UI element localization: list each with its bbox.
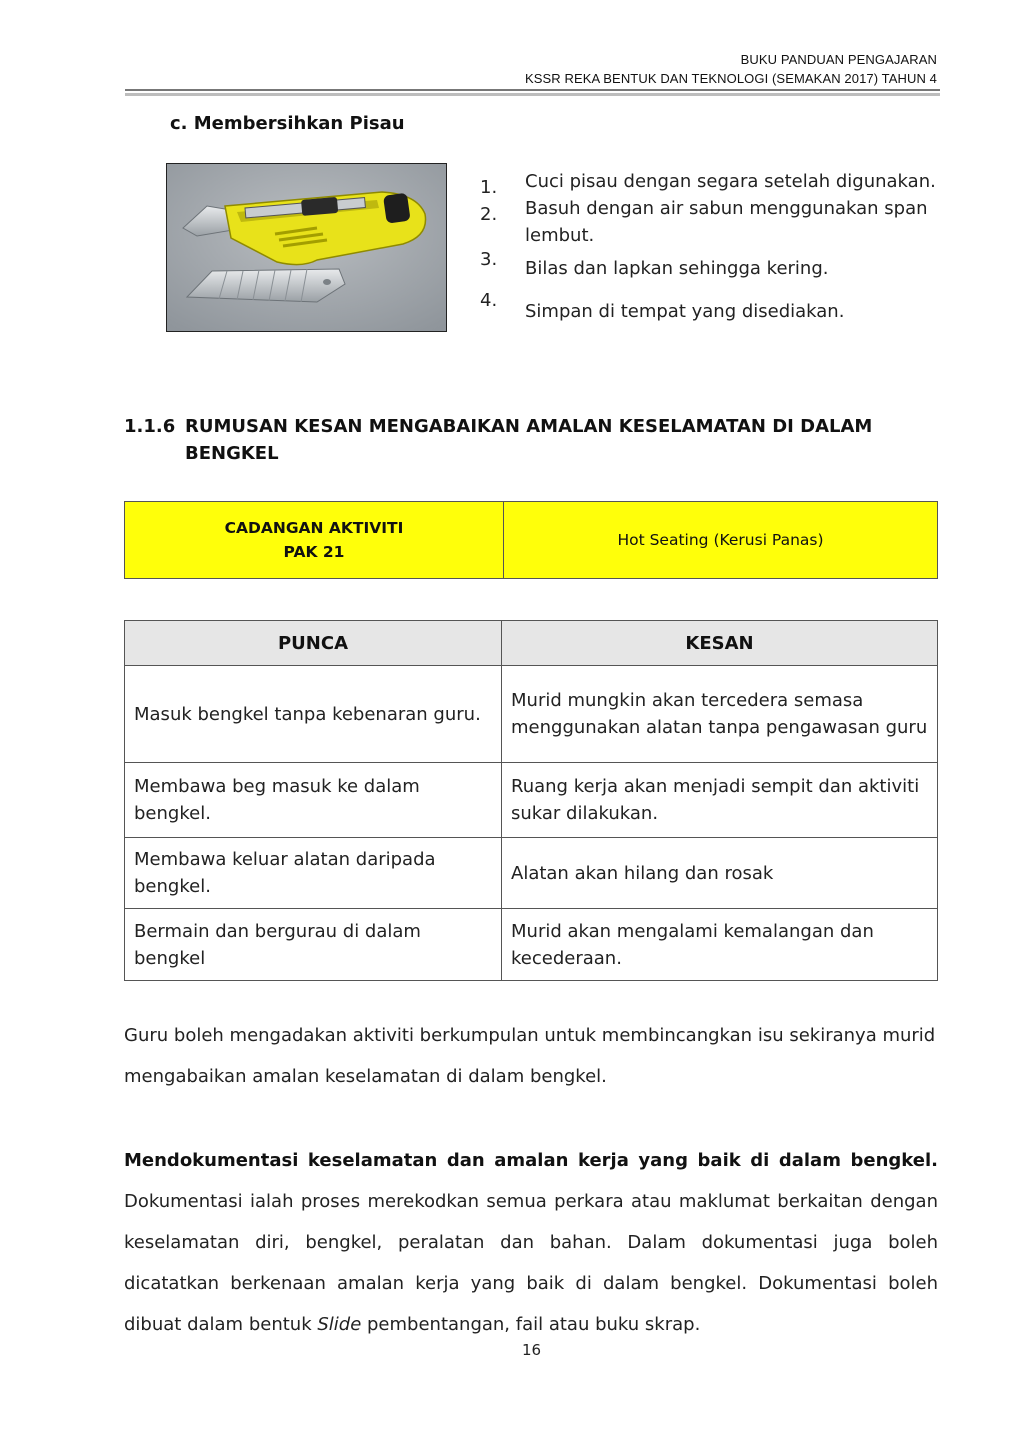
page-number: 16 bbox=[521, 1341, 542, 1359]
step-text: Basuh dengan air sabun menggunakan span lembut. bbox=[525, 198, 928, 246]
list-item bbox=[480, 290, 940, 325]
list-item bbox=[480, 249, 940, 282]
table-cell: Murid mungkin akan tercedera semasa menggunakan alatan tanpa pengawasan guru bbox=[502, 666, 938, 763]
activity-table bbox=[124, 501, 938, 579]
section-number: 1.1.6 bbox=[124, 416, 176, 437]
paragraph-body: Dokumentasi ialah proses merekodkan semua perkara atau maklumat berkaitan dengan keselamatan diri, bengkel, peralatan dan bahan. Dalam dokumentasi juga boleh dicatatkan berkenaan amalan kerja yang baik di dalam bengkel. Dokumentasi boleh dibuat dalam bentuk bbox=[124, 1191, 938, 1335]
step-number: 2. bbox=[480, 204, 498, 225]
table-cell: Murid akan mengalami kemalangan dan kecederaan. bbox=[502, 909, 938, 981]
list-item bbox=[480, 195, 940, 249]
paragraph-body-end: pembentangan, fail atau buku skrap. bbox=[361, 1314, 701, 1335]
section-heading bbox=[124, 413, 944, 467]
header-subtitle: KSSR REKA BENTUK DAN TEKNOLOGI (SEMAKAN 2017) TAHUN 4 bbox=[524, 71, 937, 86]
list-item bbox=[480, 168, 940, 198]
cause-effect-table bbox=[124, 620, 938, 981]
table-cell: Membawa beg masuk ke dalam bengkel. bbox=[125, 763, 502, 838]
table-cell: Bermain dan bergurau di dalam bengkel bbox=[125, 909, 502, 981]
column-header-punca: PUNCA bbox=[125, 621, 502, 666]
activity-label-line1: CADANGAN AKTIVITI bbox=[224, 519, 404, 537]
table-row bbox=[125, 909, 938, 981]
section-title: RUMUSAN KESAN MENGABAIKAN AMALAN KESELAMATAN DI DALAM BENGKEL bbox=[185, 416, 873, 464]
paragraph-bold-lead: Mendokumentasi keselamatan dan amalan kerja yang baik di dalam bengkel. bbox=[124, 1150, 938, 1171]
section-c-title: c. Membersihkan Pisau bbox=[170, 113, 405, 134]
activity-label-line2: PAK 21 bbox=[283, 543, 345, 561]
header-title: BUKU PANDUAN PENGAJARAN bbox=[740, 52, 937, 67]
step-text: Bilas dan lapkan sehingga kering. bbox=[525, 258, 829, 279]
paragraph-documentation bbox=[124, 1140, 938, 1345]
paragraph-italic-term: Slide bbox=[317, 1314, 362, 1335]
header-divider bbox=[125, 89, 940, 91]
table-row bbox=[125, 763, 938, 838]
table-cell: Alatan akan hilang dan rosak bbox=[502, 838, 938, 909]
step-number: 1. bbox=[480, 177, 498, 198]
column-header-kesan: KESAN bbox=[502, 621, 938, 666]
activity-value: Hot Seating (Kerusi Panas) bbox=[504, 502, 938, 579]
header-divider-shadow bbox=[125, 93, 940, 96]
table-header-row bbox=[125, 621, 938, 666]
table-row bbox=[125, 838, 938, 909]
table-cell: Ruang kerja akan menjadi sempit dan aktiviti sukar dilakukan. bbox=[502, 763, 938, 838]
table-row bbox=[125, 666, 938, 763]
step-number: 4. bbox=[480, 290, 498, 311]
step-text: Cuci pisau dengan segara setelah digunakan. bbox=[525, 171, 936, 192]
step-text: Simpan di tempat yang disediakan. bbox=[525, 301, 845, 322]
table-cell: Masuk bengkel tanpa kebenaran guru. bbox=[125, 666, 502, 763]
activity-label bbox=[125, 502, 504, 579]
step-number: 3. bbox=[480, 249, 498, 270]
cutter-knife-photo bbox=[166, 163, 447, 332]
paragraph-group-activity: Guru boleh mengadakan aktiviti berkumpulan untuk membincangkan isu sekiranya murid mengabaikan amalan keselamatan di dalam bengkel. bbox=[124, 1025, 936, 1087]
table-cell: Membawa keluar alatan daripada bengkel. bbox=[125, 838, 502, 909]
cleaning-steps-list bbox=[480, 168, 940, 325]
